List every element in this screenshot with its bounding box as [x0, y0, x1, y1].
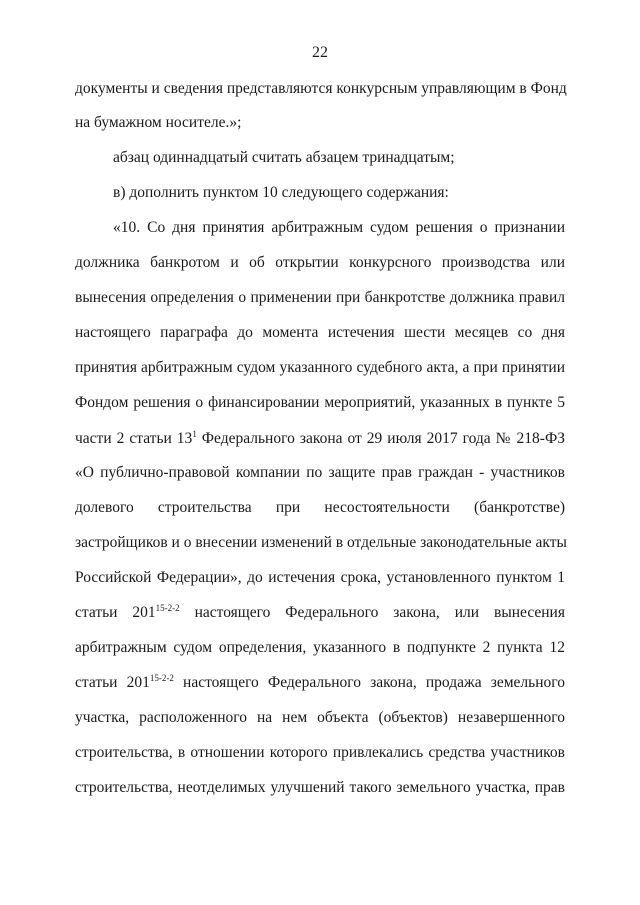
text-line: арбитражным судом определения, указанного в подпункте 2 пункта 12	[75, 639, 565, 656]
text-line: в) дополнить пунктом 10 следующего содержания:	[113, 184, 449, 201]
text-segment: Федерального закона от 29 июля 2017 года № 218-ФЗ	[196, 430, 565, 447]
text-line: Российской Федерации», до истечения срока, установленного пунктом 1	[75, 569, 565, 586]
text-line: документы и сведения представляются конкурсным управляющим в Фонд	[75, 80, 567, 97]
text-line: вынесения определения о применении при банкротстве должника правил	[75, 289, 565, 306]
text-line: Фондом решения о финансировании мероприятий, указанных в пункте 5	[75, 394, 565, 411]
text-line: «10. Со дня принятия арбитражным судом решения о признании	[113, 219, 565, 236]
superscript: 1	[192, 429, 197, 439]
text-line: участка, расположенного на нем объекта (объектов) незавершенного	[75, 709, 565, 726]
text-segment: части 2 статьи 13	[75, 430, 193, 447]
text-line: должника банкротом и об открытии конкурсного производства или	[75, 254, 565, 271]
superscript: 15-2-2	[149, 673, 174, 683]
text-line: долевого строительства при несостоятельности (банкротстве)	[75, 499, 565, 516]
text-line	[75, 673, 565, 693]
text-segment: статьи 201	[75, 604, 156, 621]
text-segment: настоящего Федерального закона, или вынесения	[179, 604, 565, 621]
text-line	[75, 603, 565, 623]
text-line: «О публично-правовой компании по защите прав граждан - участников	[75, 464, 565, 481]
text-line: строительства, неотделимых улучшений такого земельного участка, прав	[75, 779, 565, 796]
text-line: строительства, в отношении которого привлекались средства участников	[75, 744, 565, 761]
text-line: абзац одиннадцатый считать абзацем тринадцатым;	[113, 149, 455, 166]
page-number: 22	[312, 44, 328, 61]
superscript: 15-2-2	[155, 603, 180, 613]
text-line: застройщиков и о внесении изменений в отдельные законодательные акты	[75, 534, 567, 551]
text-segment: настоящего Федерального закона, продажа земельного	[173, 674, 566, 691]
text-line: принятия арбитражным судом указанного судебного акта, а при принятии	[75, 359, 565, 376]
text-line	[75, 429, 565, 449]
text-line: настоящего параграфа до момента истечения шести месяцев со дня	[75, 324, 565, 341]
text-segment: статьи 201	[75, 674, 150, 691]
text-line: на бумажном носителе.»;	[75, 114, 242, 131]
